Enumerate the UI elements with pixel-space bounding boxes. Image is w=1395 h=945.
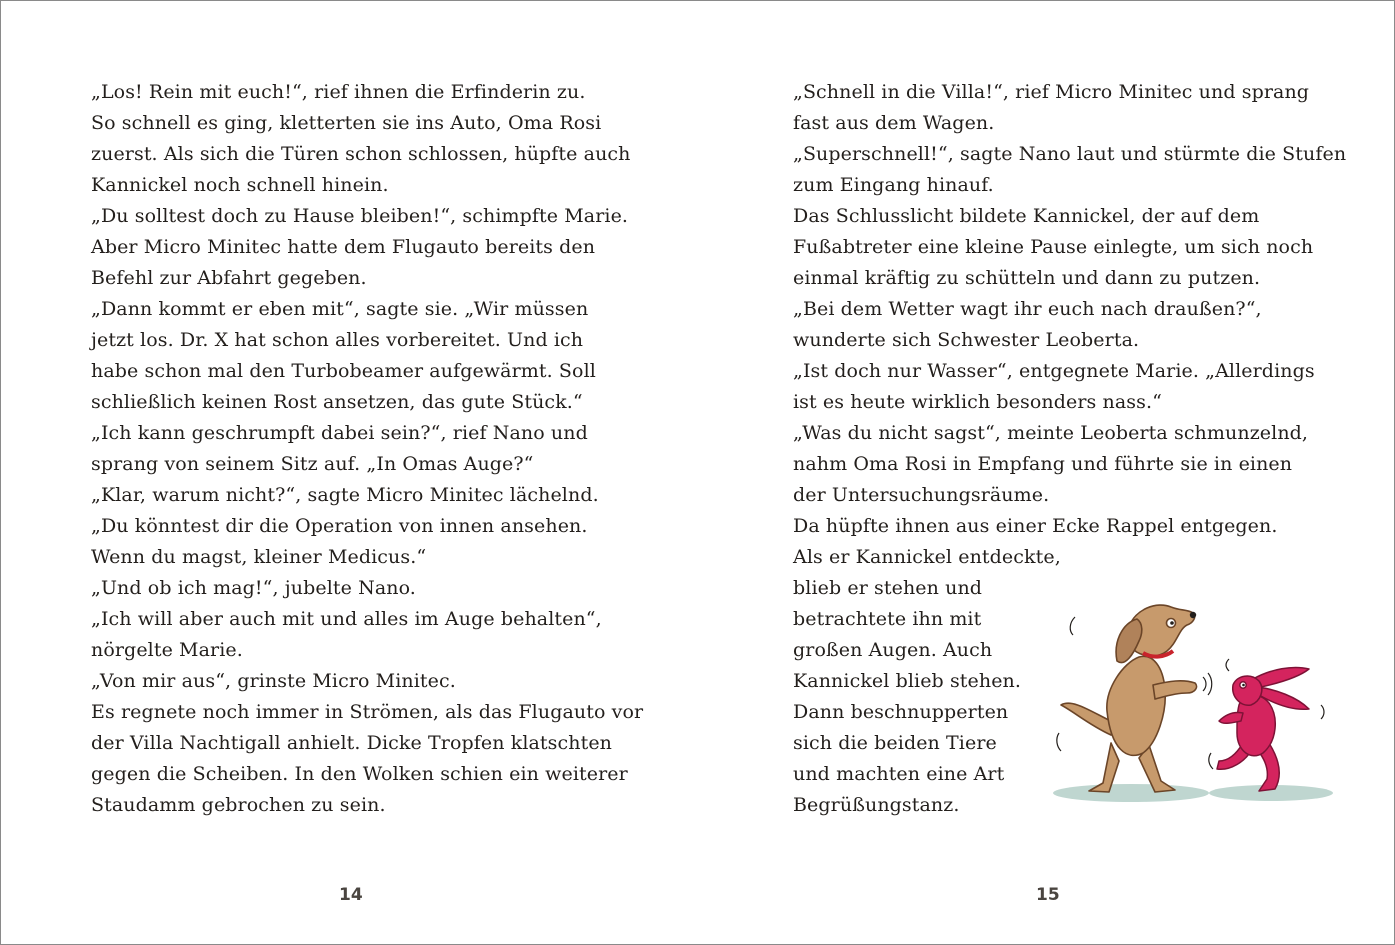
text-line: „Und ob ich mag!“, jubelte Nano. <box>91 577 416 599</box>
text-line: Kannickel noch schnell hinein. <box>91 174 389 196</box>
text-line: der Villa Nachtigall anhielt. Dicke Tropfen klatschten <box>91 732 613 754</box>
dog-figure <box>1061 605 1197 792</box>
text-line: habe schon mal den Turbobeamer aufgewärmt. Soll <box>91 360 596 382</box>
text-line: Wenn du magst, kleiner Medicus.“ <box>91 546 427 568</box>
text-line: großen Augen. Auch <box>793 639 993 661</box>
text-line: „Du solltest doch zu Hause bleiben!“, schimpfte Marie. <box>91 205 629 227</box>
text-line: Staudamm gebrochen zu sein. <box>91 794 386 816</box>
text-line: zuerst. Als sich die Türen schon schlossen, hüpfte auch <box>91 143 631 165</box>
left-page-text <box>91 77 681 821</box>
dog-and-rabbit-dancing-illustration <box>1053 593 1338 808</box>
text-line: Kannickel blieb stehen. <box>793 670 1022 692</box>
text-line: „Du könntest dir die Operation von innen ansehen. <box>91 515 588 537</box>
text-line: zum Eingang hinauf. <box>793 174 994 196</box>
text-line: Dann beschnupperten <box>793 701 1009 723</box>
text-line: Befehl zur Abfahrt gegeben. <box>91 267 367 289</box>
text-line: wunderte sich Schwester Leoberta. <box>793 329 1140 351</box>
text-line: Aber Micro Minitec hatte dem Flugauto bereits den <box>91 236 596 258</box>
text-line: „Bei dem Wetter wagt ihr euch nach draußen?“, <box>793 298 1262 320</box>
text-line: „Ist doch nur Wasser“, entgegnete Marie. „Allerdings <box>793 360 1315 382</box>
text-line: „Schnell in die Villa!“, rief Micro Minitec und sprang <box>793 81 1310 103</box>
text-line: „Klar, warum nicht?“, sagte Micro Minitec lächelnd. <box>91 484 599 506</box>
dog-and-rabbit-icon <box>1053 593 1338 808</box>
rabbit-figure <box>1217 667 1309 791</box>
text-line: „Los! Rein mit euch!“, rief ihnen die Erfinderin zu. <box>91 81 586 103</box>
text-line: „Dann kommt er eben mit“, sagte sie. „Wir müssen <box>91 298 589 320</box>
text-line: einmal kräftig zu schütteln und dann zu putzen. <box>793 267 1261 289</box>
text-line: nahm Oma Rosi in Empfang und führte sie in einen <box>793 453 1293 475</box>
text-line: ist es heute wirklich besonders nass.“ <box>793 391 1162 413</box>
left-page <box>1 1 698 944</box>
text-line: jetzt los. Dr. X hat schon alles vorbereitet. Und ich <box>91 329 584 351</box>
text-line: betrachtete ihn mit <box>793 608 982 630</box>
text-line: Da hüpfte ihnen aus einer Ecke Rappel entgegen. <box>793 515 1278 537</box>
text-line: Als er Kannickel entdeckte, <box>793 546 1061 568</box>
text-line: gegen die Scheiben. In den Wolken schien ein weiterer <box>91 763 628 785</box>
text-line: sich die beiden Tiere <box>793 732 997 754</box>
ground-shadow <box>1053 784 1209 802</box>
text-line: Das Schlusslicht bildete Kannickel, der auf dem <box>793 205 1260 227</box>
text-line: und machten eine Art <box>793 763 1005 785</box>
text-line: „Ich will aber auch mit und alles im Auge behalten“, <box>91 608 602 630</box>
text-line: sprang von seinem Sitz auf. „In Omas Auge?“ <box>91 453 534 475</box>
text-line: „Superschnell!“, sagte Nano laut und stürmte die Stufen <box>793 143 1347 165</box>
text-line: „Von mir aus“, grinste Micro Minitec. <box>91 670 456 692</box>
text-line: blieb er stehen und <box>793 577 983 599</box>
text-line: Es regnete noch immer in Strömen, als das Flugauto vor <box>91 701 644 723</box>
text-line: nörgelte Marie. <box>91 639 243 661</box>
text-line: schließlich keinen Rost ansetzen, das gute Stück.“ <box>91 391 583 413</box>
page-number: 14 <box>339 885 363 905</box>
page-number: 15 <box>1036 885 1060 905</box>
right-page <box>698 1 1394 944</box>
text-line: fast aus dem Wagen. <box>793 112 995 134</box>
text-line: So schnell es ging, kletterten sie ins Auto, Oma Rosi <box>91 112 602 134</box>
text-line: Fußabtreter eine kleine Pause einlegte, um sich noch <box>793 236 1314 258</box>
text-line: Begrüßungstanz. <box>793 794 960 816</box>
text-line: „Ich kann geschrumpft dabei sein?“, rief Nano und <box>91 422 588 444</box>
text-line: der Untersuchungsräume. <box>793 484 1050 506</box>
text-line: „Was du nicht sagst“, meinte Leoberta schmunzelnd, <box>793 422 1309 444</box>
